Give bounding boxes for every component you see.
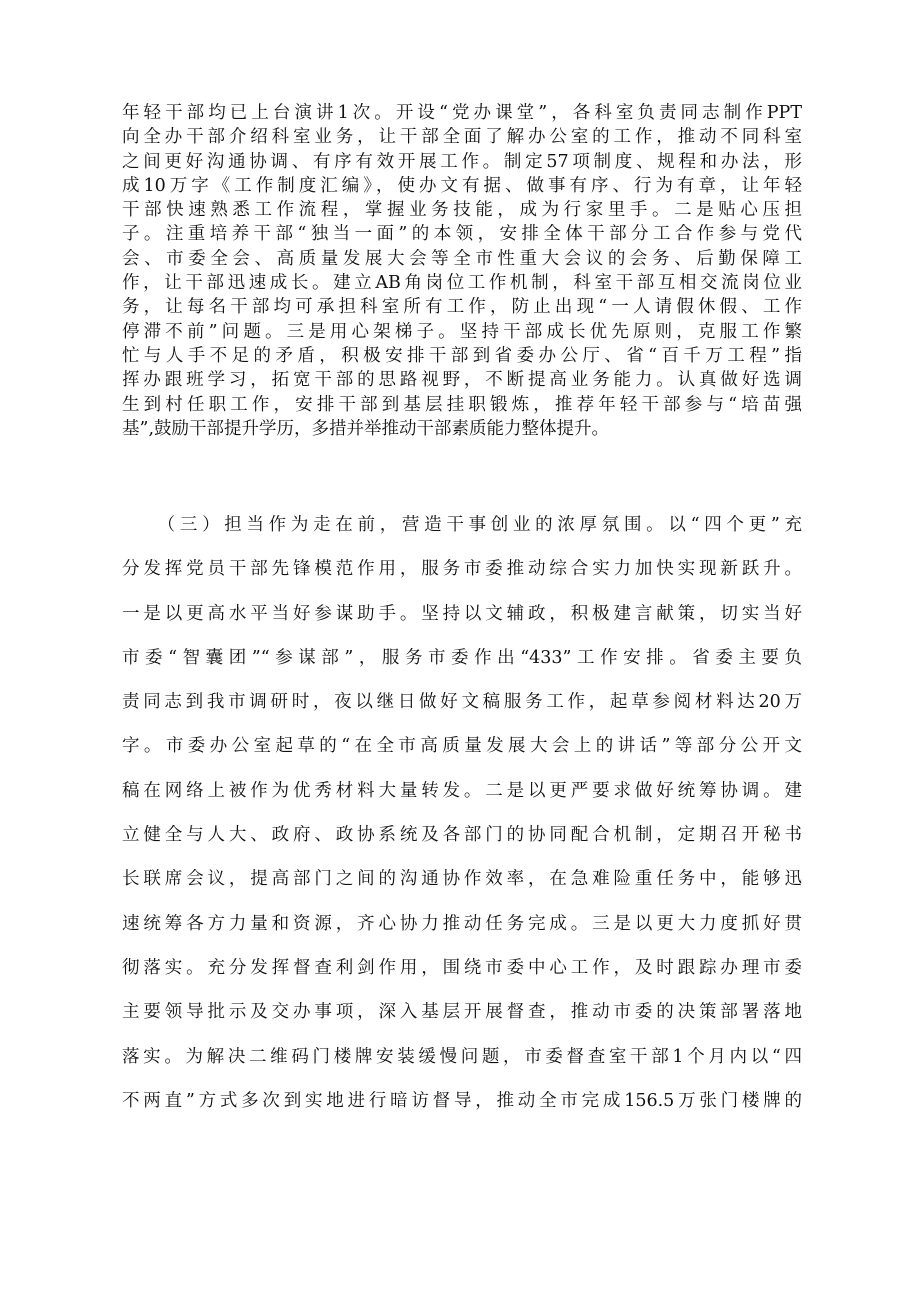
text-line: 之间更好沟通协调、有序有效开展工作。制定57项制度、规程和办法，形: [122, 151, 802, 172]
text-line: 停滞不前”问题。三是用心架梯子。坚持干部成长优先原则，克服工作繁: [122, 321, 802, 342]
text-line: 立健全与人大、政府、政协系统及各部门的协同配合机制，定期召开秘书: [122, 825, 802, 846]
text-line: 速统筹各方力量和资源，齐心协力推动任务完成。三是以更大力度抓好贯: [122, 913, 802, 934]
text-line: 一是以更高水平当好参谋助手。坚持以文辅政，积极建言献策，切实当好: [122, 603, 802, 624]
text-line: 责同志到我市调研时，夜以继日做好文稿服务工作，起草参阅材料达20万: [122, 692, 802, 713]
text-line: 长联席会议，提高部门之间的沟通协作效率，在急难险重任务中，能够迅: [122, 869, 802, 890]
text-line: （三）担当作为走在前，营造干事创业的浓厚氛围。以“四个更”充: [122, 515, 802, 535]
paragraph-section-three: [122, 503, 802, 1123]
text-line: 稿在网络上被作为优秀材料大量转发。二是以更严要求做好统筹协调。建: [122, 780, 802, 801]
text-line: 生到村任职工作，安排干部到基层挂职锻炼，推荐年轻干部参与“培苗强: [122, 394, 802, 415]
text-line: 作，让干部迅速成长。建立AB角岗位工作机制，科室干部互相交流岗位业: [122, 273, 802, 294]
text-line: 忙与人手不足的矛盾，积极安排干部到省委办公厅、省“百千万工程”指: [122, 345, 802, 366]
paragraph-cadre-training: [122, 101, 802, 441]
text-line: 干部快速熟悉工作流程，掌握业务技能，成为行家里手。二是贴心压担: [122, 200, 802, 221]
text-line: 子。注重培养干部“独当一面”的本领，安排全体干部分工合作参与党代: [122, 224, 802, 245]
text-line: 不两直”方式多次到实地进行暗访督导，推动全市完成156.5万张门楼牌的: [122, 1090, 802, 1111]
text-line: 彻落实。充分发挥督查利剑作用，围绕市委中心工作，及时跟踪办理市委: [122, 957, 802, 978]
text-line: 市委“智囊团”“参谋部”，服务市委作出“433”工作安排。省委主要负: [122, 647, 802, 668]
text-line: 分发挥党员干部先锋模范作用，服务市委推动综合实力加快实现新跃升。: [122, 559, 802, 580]
text-line: 主要领导批示及交办事项，深入基层开展督查，推动市委的决策部署落地: [122, 1002, 802, 1023]
text-line: 成10万字《工作制度汇编》，使办文有据、做事有序、行为有章，让年轻: [122, 175, 802, 196]
text-line: 年轻干部均已上台演讲1次。开设“党办课堂”，各科室负责同志制作PPT: [122, 103, 802, 123]
text-line: 会、市委全会、高质量发展大会等全市性重大会议的会务、后勤保障工: [122, 248, 802, 269]
text-line: 基”,鼓励干部提升学历，多措并举推动干部素质能力整体提升。: [122, 418, 610, 439]
text-line: 务，让每名干部均可承担科室所有工作，防止出现“一人请假休假、工作: [122, 297, 802, 318]
text-line: 落实。为解决二维码门楼牌安装缓慢问题，市委督查室干部1个月内以“四: [122, 1046, 802, 1067]
text-line: 向全办干部介绍科室业务，让干部全面了解办公室的工作，推动不同科室: [122, 127, 802, 148]
text-line: 字。市委办公室起草的“在全市高质量发展大会上的讲话”等部分公开文: [122, 736, 802, 757]
text-line: 挥办跟班学习，拓宽干部的思路视野，不断提高业务能力。认真做好选调: [122, 370, 802, 391]
